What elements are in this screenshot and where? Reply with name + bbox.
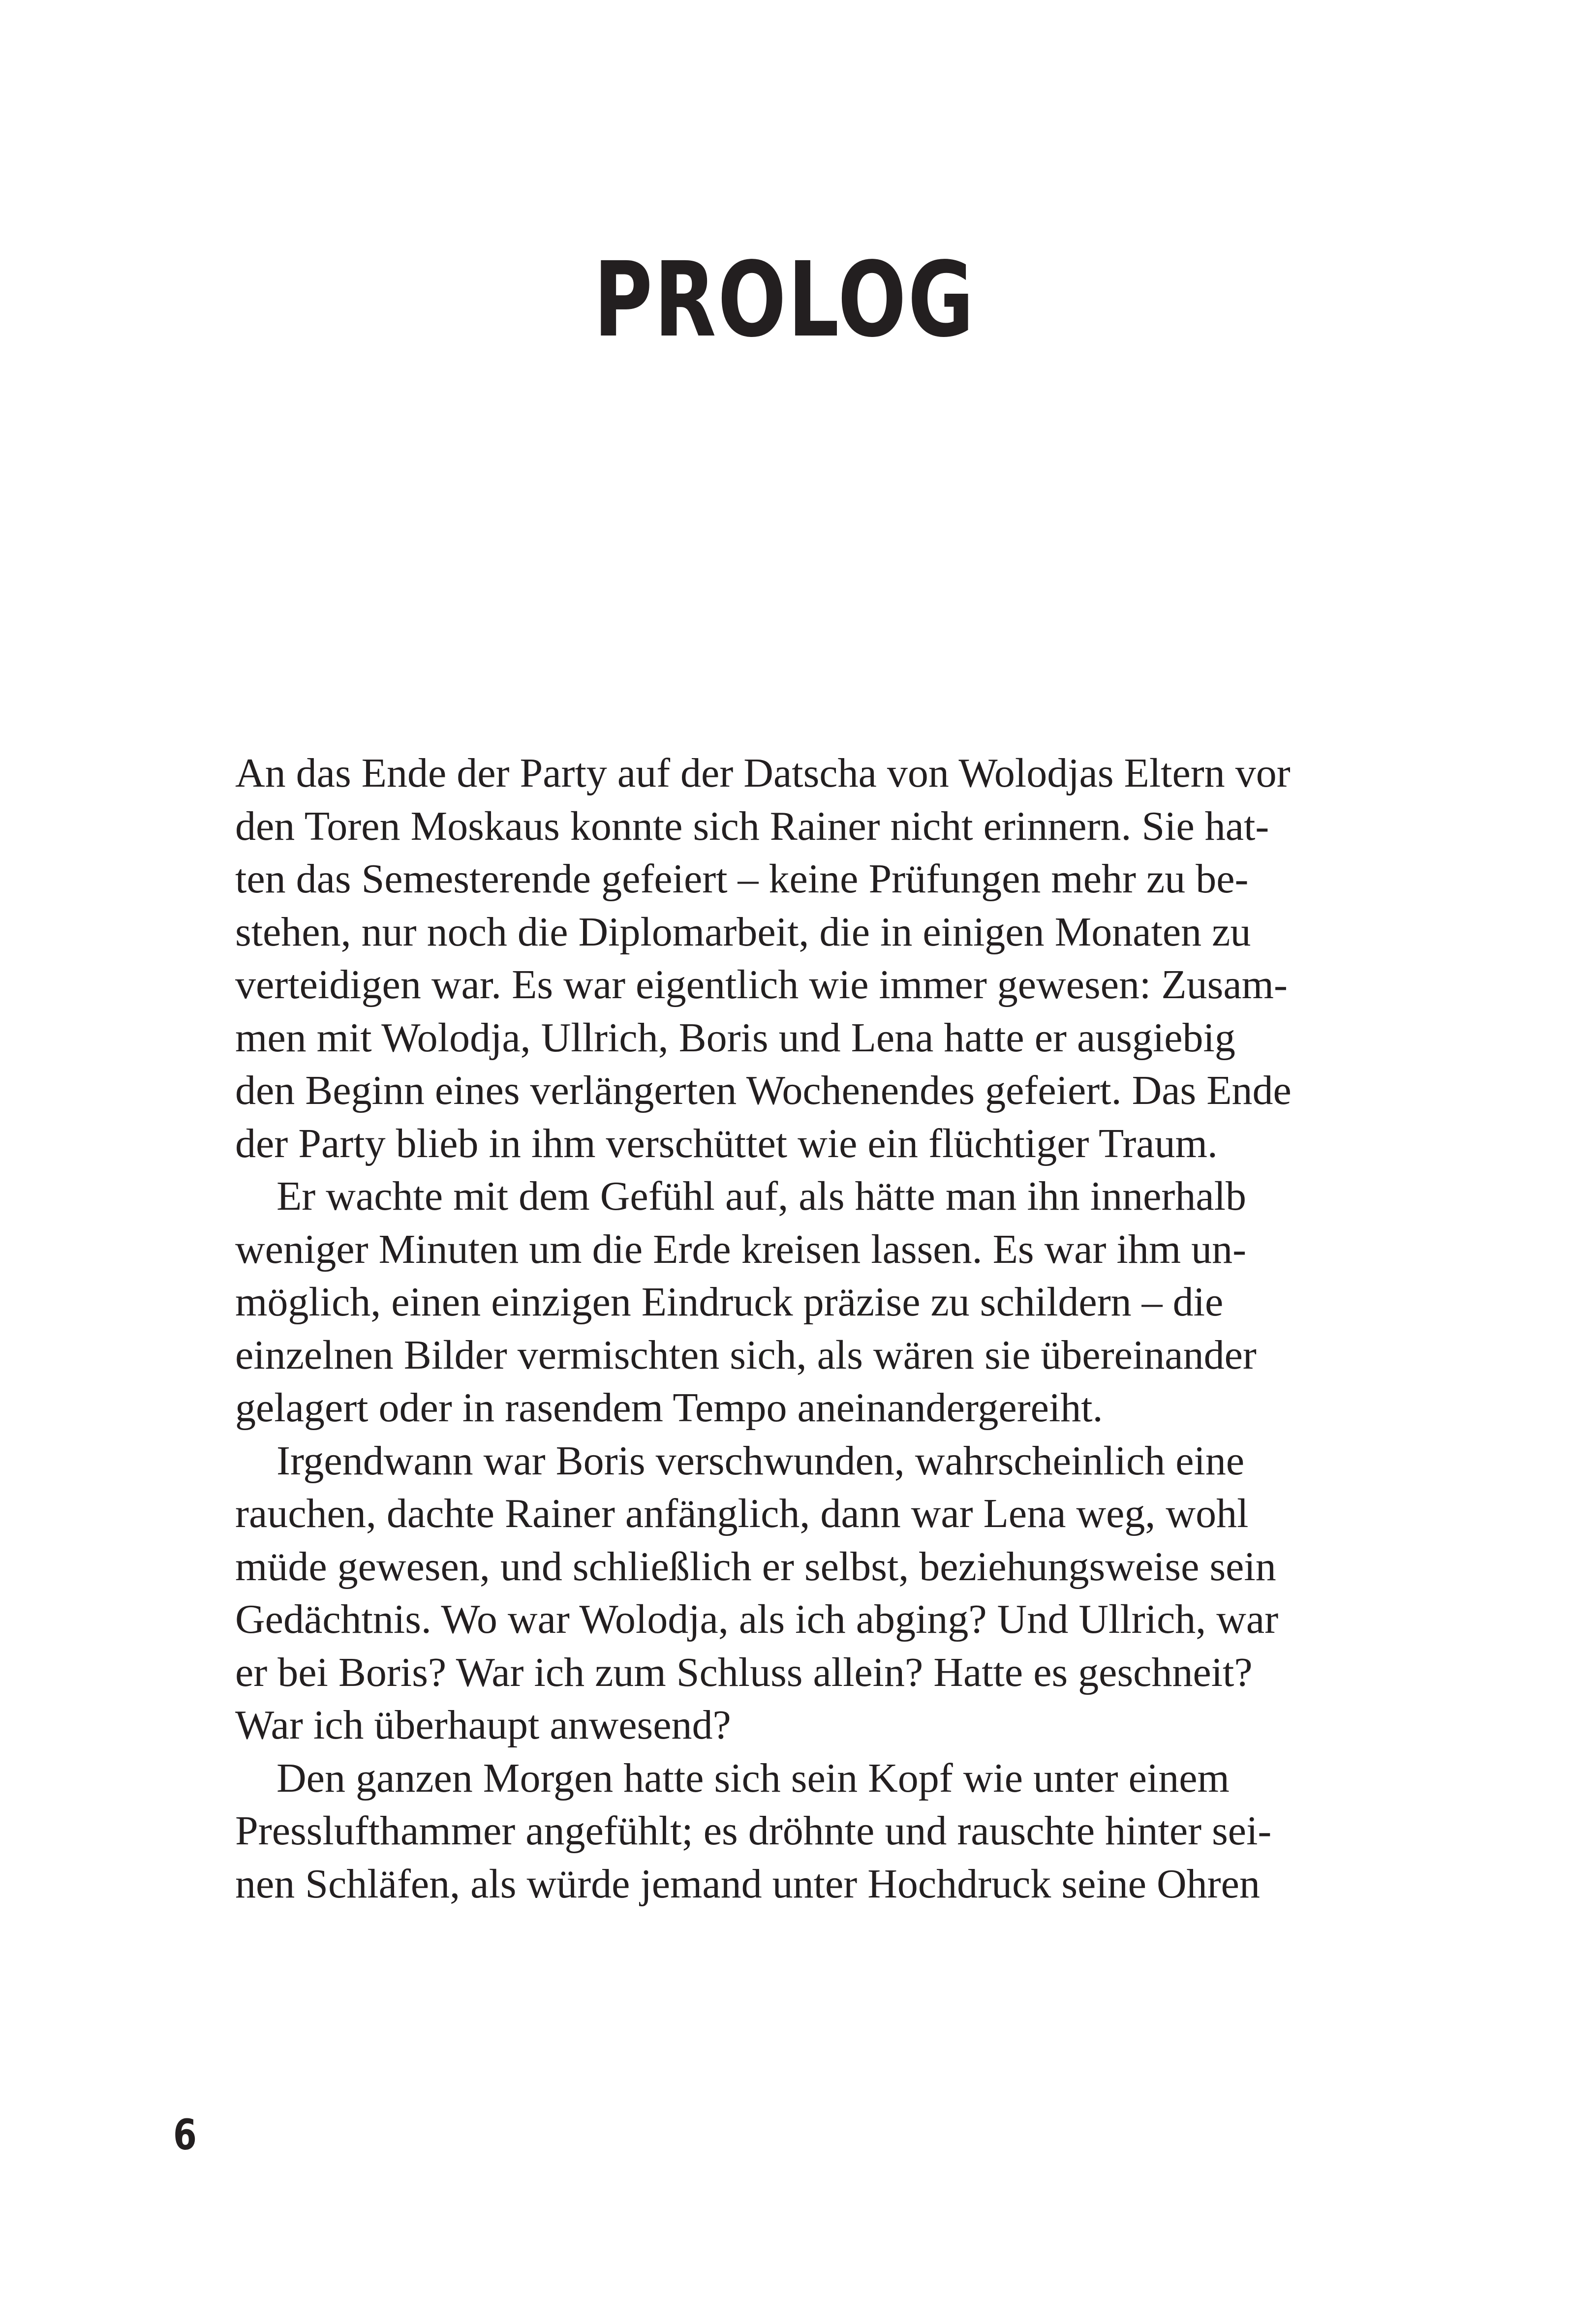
chapter-title: PROLOG — [593, 240, 976, 360]
text-line: men mit Wolodja, Ullrich, Boris und Lena hatte er ausgiebig — [235, 1014, 1235, 1061]
text-line: er bei Boris? War ich zum Schluss allein? Hatte es geschneit? — [235, 1649, 1253, 1695]
text-line: weniger Minuten um die Erde kreisen lassen. Es war ihm un- — [235, 1226, 1247, 1272]
text-line: müde gewesen, und schließlich er selbst, beziehungsweise sein — [235, 1543, 1276, 1590]
text-line: An das Ende der Party auf der Datscha von Wolodjas Eltern vor — [235, 750, 1291, 796]
text-line: möglich, einen einzigen Eindruck präzise zu schildern – die — [235, 1279, 1224, 1325]
text-line: der Party blieb in ihm verschüttet wie ein flüchtiger Traum. — [235, 1120, 1218, 1166]
text-line: nen Schläfen, als würde jemand unter Hochdruck seine Ohren — [235, 1861, 1260, 1907]
text-line: Er wachte mit dem Gefühl auf, als hätte man ihn innerhalb — [277, 1173, 1247, 1219]
prolog-text — [235, 747, 1310, 1910]
text-line: einzelnen Bilder vermischten sich, als wären sie übereinander — [235, 1332, 1257, 1378]
text-line: War ich überhaupt anwesend? — [235, 1702, 731, 1748]
page-number: 6 — [173, 2110, 197, 2160]
text-line: Gedächtnis. Wo war Wolodja, als ich abging? Und Ullrich, war — [235, 1596, 1279, 1642]
text-line: rauchen, dachte Rainer anfänglich, dann war Lena weg, wohl — [235, 1491, 1249, 1536]
text-line: den Beginn eines verlängerten Wochenendes gefeiert. Das Ende — [235, 1068, 1292, 1113]
text-line: den Toren Moskaus konnte sich Rainer nicht erinnern. Sie hat- — [235, 803, 1269, 849]
text-line: stehen, nur noch die Diplomarbeit, die in einigen Monaten zu — [235, 909, 1251, 955]
text-line: gelagert oder in rasendem Tempo aneinandergereiht. — [235, 1385, 1103, 1431]
text-line: ten das Semesterende gefeiert – keine Prüfungen mehr zu be- — [235, 856, 1249, 902]
text-line: Den ganzen Morgen hatte sich sein Kopf wie unter einem — [277, 1755, 1230, 1801]
text-line: verteidigen war. Es war eigentlich wie immer gewesen: Zusam- — [235, 962, 1288, 1008]
text-line: Presslufthammer angefühlt; es dröhnte und rauschte hinter sei- — [235, 1808, 1272, 1854]
text-line: Irgendwann war Boris verschwunden, wahrscheinlich eine — [277, 1437, 1245, 1484]
